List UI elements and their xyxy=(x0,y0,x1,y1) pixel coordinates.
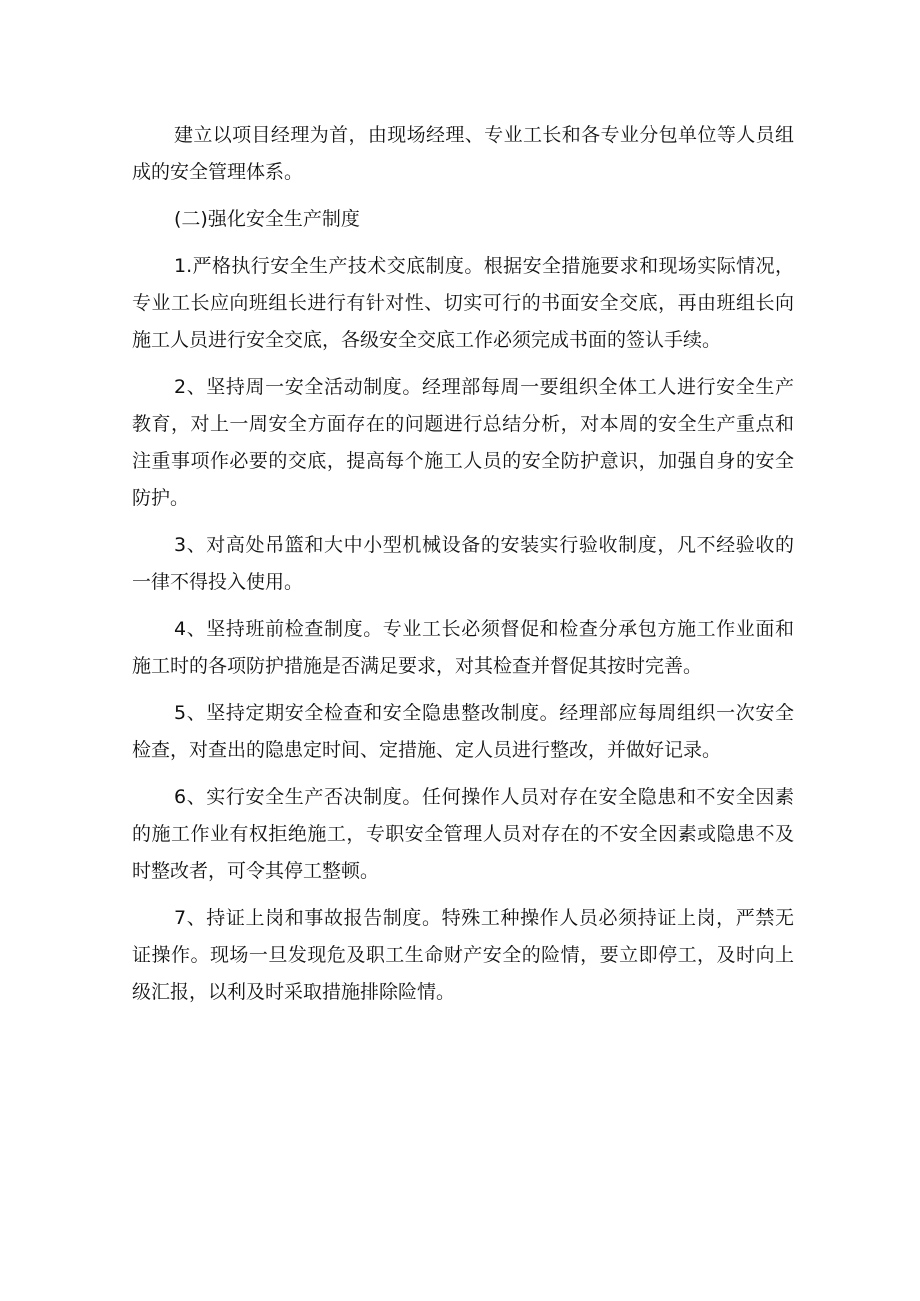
paragraph-rule-4: 4、坚持班前检查制度。专业工长必须督促和检查分承包方施工作业面和施工时的各项防护措施是否满足要求，对其检查并督促其按时完善。 xyxy=(132,618,794,677)
paragraph-rule-6: 6、实行安全生产否决制度。任何操作人员对存在安全隐患和不安全因素的施工作业有权拒绝施工，专职安全管理人员对存在的不安全因素或隐患不及时整改者，可令其停工整顿。 xyxy=(132,786,794,882)
paragraph-rule-5: 5、坚持定期安全检查和安全隐患整改制度。经理部应每周组织一次安全检查，对查出的隐患定时间、定措施、定人员进行整改，并做好记录。 xyxy=(132,702,794,761)
paragraph-safety-system: 建立以项目经理为首，由现场经理、专业工长和各专业分包单位等人员组成的安全管理体系。 xyxy=(132,124,794,183)
paragraph-rule-2: 2、坚持周一安全活动制度。经理部每周一要组织全体工人进行安全生产教育，对上一周安全方面存在的问题进行总结分析，对本周的安全生产重点和注重事项作必要的交底，提高每个施工人员的安全防护意识，加强自身的安全防护。 xyxy=(132,376,794,509)
section-heading-safety-rules: (二)强化安全生产制度 xyxy=(174,208,360,230)
paragraph-rule-1: 1.严格执行安全生产技术交底制度。根据安全措施要求和现场实际情况，专业工长应向班组长进行有针对性、切实可行的书面安全交底，再由班组长向施工人员进行安全交底，各级安全交底工作必须完成书面的签认手续。 xyxy=(132,255,794,351)
paragraph-rule-7: 7、持证上岗和事故报告制度。特殊工种操作人员必须持证上岗，严禁无证操作。现场一旦发现危及职工生命财产安全的险情，要立即停工，及时向上级汇报，以利及时采取措施排除险情。 xyxy=(132,907,794,1003)
paragraph-rule-3: 3、对高处吊篮和大中小型机械设备的安装实行验收制度，凡不经验收的一律不得投入使用。 xyxy=(132,534,794,593)
document-body xyxy=(132,117,794,1021)
